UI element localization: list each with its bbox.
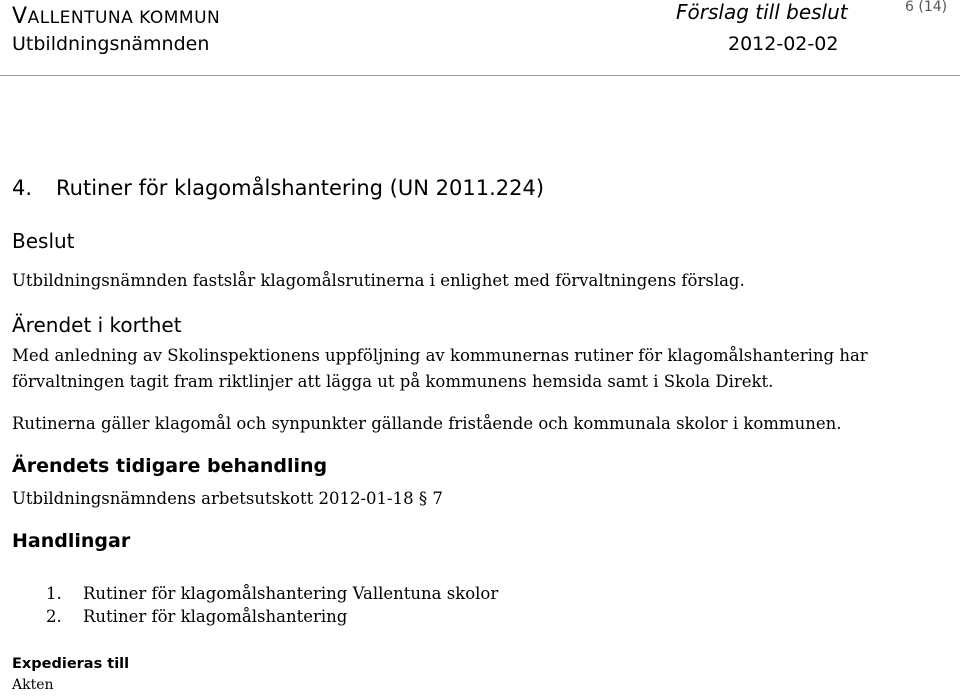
- organization-initial: V: [12, 4, 28, 29]
- beslut-text: Utbildningsnämnden fastslår klagomålsrutinerna i enlighet med förvaltningens förslag.: [12, 271, 745, 290]
- page-number: 6 (14): [905, 0, 948, 15]
- list-item: [46, 584, 498, 603]
- korthet-text-line-2: förvaltningen tagit fram riktlinjer att lägga ut på kommunens hemsida samt i Skola Direkt.: [12, 372, 774, 391]
- beslut-heading: Beslut: [12, 229, 75, 253]
- agenda-item-title-text: Rutiner för klagomålshantering (UN 2011.224): [56, 176, 545, 200]
- organization-name: [12, 4, 220, 29]
- document-status: Förslag till beslut: [676, 0, 848, 24]
- tidigare-behandling-text: Utbildningsnämndens arbetsutskott 2012-01-18 § 7: [12, 489, 443, 508]
- agenda-item-title: [12, 176, 544, 200]
- header-divider: [0, 75, 960, 76]
- list-item-text: Rutiner för klagomålshantering Vallentuna skolor: [83, 584, 499, 603]
- korthet-text-line-1: Med anledning av Skolinspektionens uppföljning av kommunernas rutiner för klagomålshantering har: [12, 346, 868, 365]
- korthet-heading: Ärendet i korthet: [12, 313, 182, 337]
- list-item-number: 1.: [46, 584, 62, 603]
- korthet-text-line-3: Rutinerna gäller klagomål och synpunkter gällande fristående och kommunala skolor i kommunen.: [12, 414, 842, 433]
- list-item-text: Rutiner för klagomålshantering: [83, 607, 348, 626]
- expedieras-heading: Expedieras till: [12, 656, 130, 672]
- list-item-number: 2.: [46, 607, 62, 626]
- tidigare-behandling-heading: Ärendets tidigare behandling: [12, 455, 328, 477]
- list-item: [46, 607, 347, 626]
- agenda-item-number: 4.: [12, 176, 33, 200]
- department-name: Utbildningsnämnden: [12, 33, 210, 55]
- handlingar-heading: Handlingar: [12, 530, 131, 552]
- expedieras-recipient: Akten: [12, 677, 54, 693]
- organization-name-rest: ALLENTUNA KOMMUN: [27, 8, 221, 28]
- document-date: 2012-02-02: [728, 33, 839, 55]
